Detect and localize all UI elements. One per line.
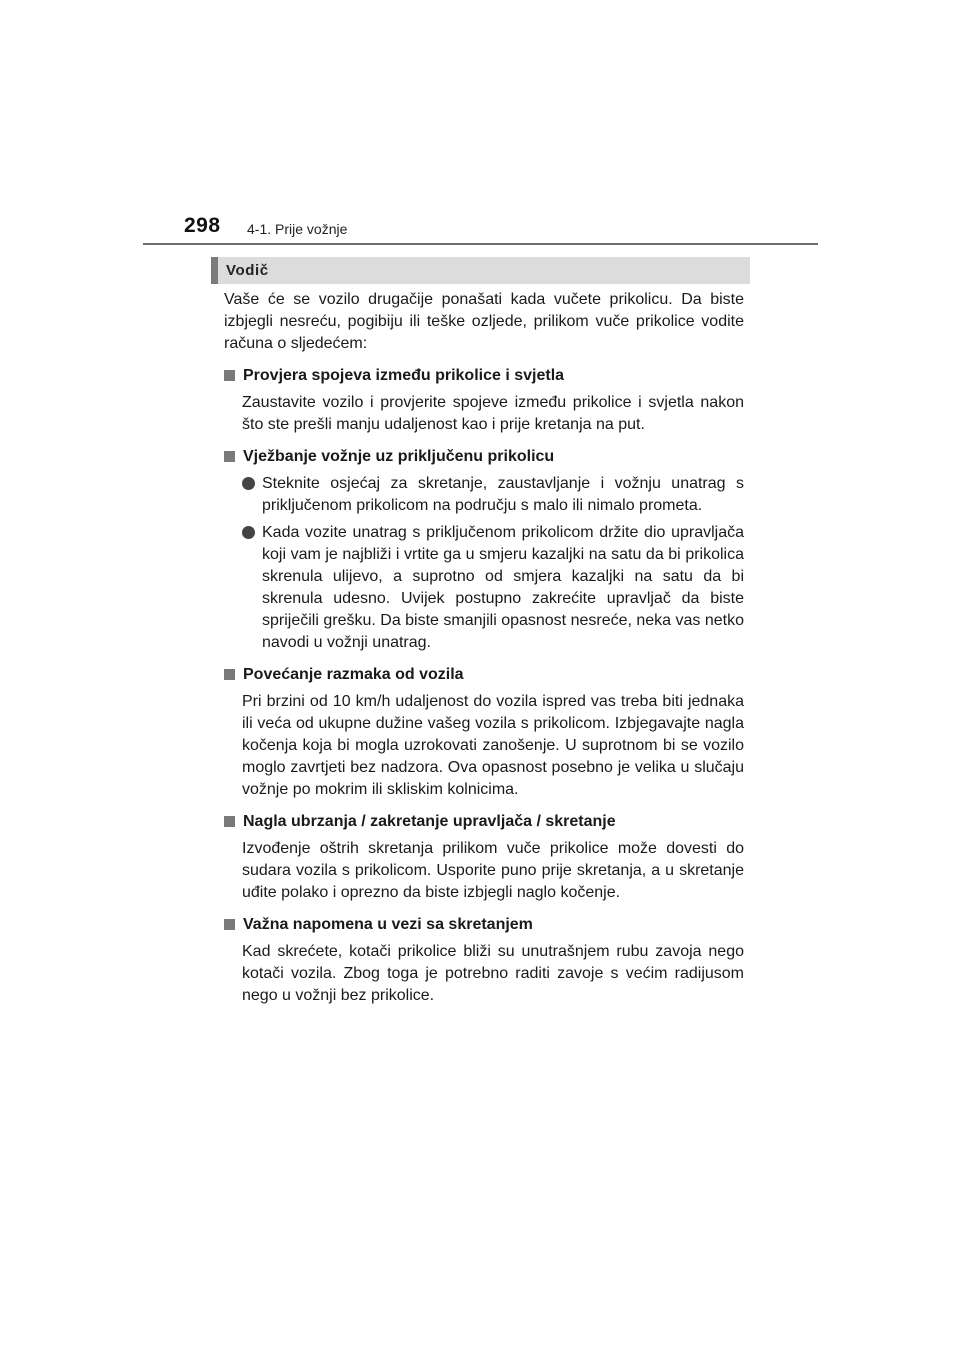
- title-bar-accent: [211, 257, 218, 284]
- section-title: 4-1. Prije vožnje: [247, 221, 348, 237]
- guide-content: [224, 289, 744, 1017]
- round-bullet-icon: [242, 526, 255, 539]
- section-text: Izvođenje oštrih skretanja prilikom vuče prikolice može dovesti do sudara vozila s prikolicom. Usporite puno prije skretanja, a u skretanje uđite polako i oprezno da biste izbjegli naglo kočenje.: [242, 840, 744, 901]
- section-heading: [224, 365, 744, 387]
- section-text: Zaustavite vozilo i provjerite spojeve između prikolice i svjetla nakon što ste prešli manju udaljenost kao i prije kretanja na put.: [242, 394, 744, 433]
- list-item-text: Kada vozite unatrag s priključenom prikolicom držite dio upravljača koji vam je najbliži i vrtite ga u smjeru kazaljki na satu da bi prikolica skrenula ulijevo, a suprotno od smjera kazaljki na satu da bi skrenula udesno. Uvijek postupno zakrećite upravljač da biste spriječili grešku. Da biste smanjili opasnost nesreće, neka vas netko navodi u vožnji unatrag.: [262, 524, 745, 651]
- section-heading-text: Važna napomena u vezi sa skretanjem: [243, 916, 533, 933]
- round-bullet-icon: [242, 477, 255, 490]
- list-item: [224, 473, 744, 517]
- list-item-text: Steknite osjećaj za skretanje, zaustavljanje i vožnju unatrag s priključenom prikolicom na području s malo ili nimalo prometa.: [262, 475, 744, 514]
- section-text: Kad skrećete, kotači prikolice bliži su unutrašnjem rubu zavoja nego kotači vozila. Zbog toga je potrebno raditi zavoje s većim radijusom nego u vožnji bez prikolice.: [242, 943, 744, 1004]
- section-heading-text: Povećanje razmaka od vozila: [243, 666, 464, 683]
- section-text: Pri brzini od 10 km/h udaljenost do vozila ispred vas treba biti jednaka ili veća od ukupne dužine vašeg vozila s prikolicom. Izbjegavajte nagla kočenja koja bi mogla uzrokovati zanošenje. U suprotnom bi se vozilo moglo zavrtjeti bez nadzora. Ova opasnost posebno je velika u slučaju vožnje po mokrim ili skliskim kolnicima.: [242, 693, 744, 798]
- section-heading: [224, 664, 744, 686]
- vodic-title: Vodič: [226, 262, 269, 279]
- square-bullet-icon: [224, 669, 235, 680]
- section-heading-text: Nagla ubrzanja / zakretanje upravljača / skretanje: [243, 813, 616, 830]
- section-heading: [224, 811, 744, 833]
- page-number: 298: [184, 214, 221, 237]
- section-heading-text: Provjera spojeva između prikolice i svjetla: [243, 367, 565, 384]
- section-heading: [224, 446, 744, 468]
- intro-paragraph: Vaše će se vozilo drugačije ponašati kada vučete prikolicu. Da biste izbjegli nesreću, pogibiju ili teške ozljede, prilikom vuče prikolice vodite računa o sljedećem:: [224, 291, 744, 352]
- bullet-list: [224, 473, 744, 654]
- section-heading-text: Vježbanje vožnje uz priključenu prikolicu: [243, 448, 555, 465]
- square-bullet-icon: [224, 451, 235, 462]
- vodic-title-bar: [211, 257, 750, 284]
- square-bullet-icon: [224, 370, 235, 381]
- section-heading: [224, 914, 744, 936]
- square-bullet-icon: [224, 919, 235, 930]
- square-bullet-icon: [224, 816, 235, 827]
- list-item: [224, 522, 744, 654]
- header-rule: [143, 243, 818, 245]
